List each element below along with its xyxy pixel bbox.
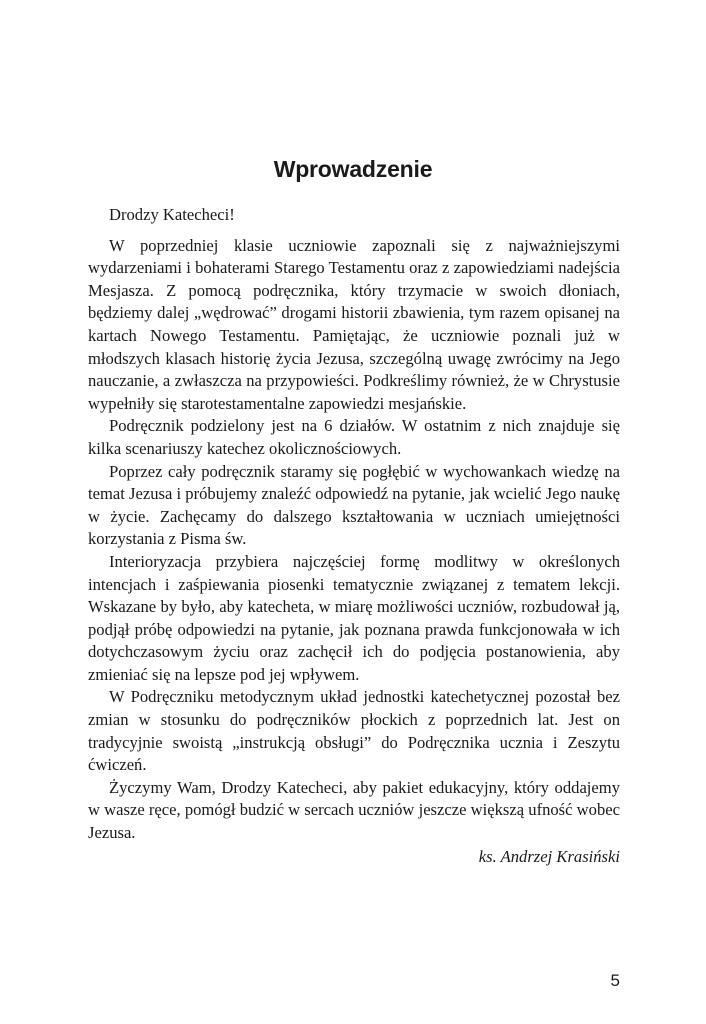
body-text	[88, 204, 620, 845]
paragraph: W poprzedniej klasie uczniowie zapoznali się z najważniejszymi wydarzeniami i bohaterami Starego Testamentu oraz z zapowiedziami nadejścia Mesjasza. Z pomocą podręcznika, który trzymacie w swoich dłoniach, będziemy dalej „wędrować” drogami historii zbawienia, tym razem opisanej na kartach Nowego Testamentu. Pamiętając, że uczniowie poznali już w młodszych klasach historię życia Jezusa, szczególną uwagę zwrócimy na Jego nauczanie, a zwłaszcza na przypowieści. Podkreślimy również, że w Chrystusie wypełniły się starotestamentalne zapowiedzi mesjańskie.	[88, 235, 620, 413]
page-title: Wprowadzenie	[273, 156, 433, 182]
paragraph: W Podręczniku metodycznym układ jednostki katechetycznej pozostał bez zmian w stosunku do podręczników płockich z poprzednich lat. Jest on tradycyjnie swoistą „instrukcją obsługi” do Podręcznika ucznia i Zeszytu ćwiczeń.	[88, 687, 620, 775]
page-number: 5	[610, 971, 620, 990]
greeting: Drodzy Katecheci!	[109, 205, 235, 224]
author-signature: ks. Andrzej Krasiński	[478, 847, 620, 866]
paragraph: Poprzez cały podręcznik staramy się pogłębić w wychowankach wiedzę na temat Jezusa i próbujemy znaleźć odpowiedź na pytanie, jak wcielić Jego naukę w życie. Zachęcamy do dalszego kształtowania w uczniach umiejętności korzystania z Pisma św.	[88, 461, 620, 549]
paragraph: Podręcznik podzielony jest na 6 działów. W ostatnim z nich znajduje się kilka scenariuszy katechez okolicznościowych.	[88, 416, 620, 458]
paragraph: Życzymy Wam, Drodzy Katecheci, aby pakiet edukacyjny, który oddajemy w wasze ręce, pomógł budzić w sercach uczniów jeszcze większą ufność wobec Jezusa.	[88, 777, 620, 843]
paragraph: Interioryzacja przybiera najczęściej formę modlitwy w określonych intencjach i zaśpiewania piosenki tematycznie związanej z tematem lekcji. Wskazane by było, aby katecheta, w miarę możliwości uczniów, rozbudował ją, podjął próbę odpowiedzi na pytanie, jak poznana prawda funkcjonowała w ich dotychczasowym życiu oraz zachęcił ich do podjęcia postanowienia, aby zmieniać się na lepsze pod jej wpływem.	[88, 551, 620, 684]
